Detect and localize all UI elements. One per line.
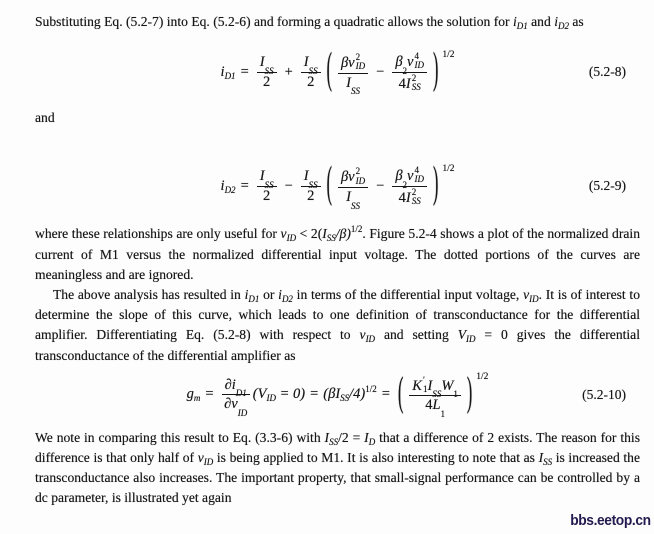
math-base: I — [346, 189, 351, 205]
math-base: β — [395, 168, 403, 185]
script-stack — [414, 52, 424, 71]
text-run: < 2( — [296, 226, 323, 242]
text-run: in terms of the differential input voltage, — [292, 287, 524, 303]
fraction — [301, 168, 321, 204]
left-paren-icon: ( — [397, 371, 404, 415]
math-inline-vid — [523, 287, 539, 305]
subscript: D2 — [281, 294, 293, 305]
math-base: I — [303, 168, 309, 185]
superscript: 4 — [414, 165, 419, 176]
math-var — [221, 64, 236, 81]
subscript: SS — [326, 233, 336, 244]
superscript: 2 — [355, 166, 361, 177]
math-var — [187, 386, 201, 403]
fraction — [257, 54, 277, 90]
math-base: I — [322, 226, 327, 242]
text-run: and — [527, 14, 555, 29]
subscript: ID — [414, 174, 424, 185]
text-run: We note in comparing this result to Eq. (3.3-6) with — [35, 429, 325, 445]
denominator: I SS — [346, 189, 360, 211]
denominator: 2 — [263, 187, 271, 204]
numerator: I SS — [257, 54, 277, 73]
subscript: ID — [365, 334, 376, 345]
subscript: ID — [266, 393, 276, 404]
math-inline-vid — [359, 327, 376, 345]
math-base: I — [346, 74, 351, 91]
denominator — [399, 187, 421, 207]
paragraph-comparison — [35, 428, 640, 509]
script-stack — [412, 74, 421, 93]
text-run: . It is of interest to determine the slope of this curve, which leads to one definition of transconductance for the differential amplifier. Differentiating Eq. (5.2-8) with respect to — [35, 287, 640, 343]
subscript: ID — [355, 175, 366, 186]
fraction — [301, 54, 321, 90]
math-base: βv — [340, 55, 355, 72]
math-base: I — [259, 54, 265, 71]
text-run: . Figure 5.2-4 shows a plot of the normalized drain current of M1 versus the normalized differential input voltage. The dotted portions of the curves are meaningless and are ignored. — [35, 226, 640, 282]
text-run: as — [568, 14, 584, 29]
denominator: I SS — [346, 74, 360, 97]
superscript: 2 — [411, 186, 417, 197]
superscript: 4 — [414, 50, 419, 61]
subscript: ID — [203, 457, 214, 468]
subscript: D2 — [224, 185, 236, 196]
equation-5-2-9 — [35, 160, 640, 212]
math-inline: /β) — [335, 226, 351, 242]
subscript: SS — [340, 393, 350, 404]
math-base: v — [523, 287, 530, 303]
subscript: ID — [466, 334, 476, 345]
text-run: Substituting Eq. (5.2-7) into Eq. (5.2-6) and forming a quadratic allows the solution for — [35, 14, 513, 29]
math-base: /4) — [349, 386, 366, 403]
subscript: 1 — [422, 383, 428, 394]
math-base: v — [359, 327, 366, 343]
script-stack — [414, 166, 424, 185]
math-inline-iss — [322, 226, 336, 244]
subscript: ID — [529, 294, 539, 305]
left-paren-icon: ( — [326, 161, 332, 208]
numerator: K ′ 1 I SS W 1 — [409, 376, 461, 397]
subscript: D — [368, 436, 376, 447]
equation-body — [186, 371, 489, 420]
numerator: I SS — [301, 168, 321, 187]
text-run: is being applied to M1. It is also interesting to note that as — [213, 450, 539, 466]
denominator — [399, 73, 421, 93]
math-inline-id2 — [554, 14, 569, 29]
equation-number: (5.2-10) — [582, 386, 626, 402]
math-base: i — [512, 14, 517, 29]
equation-number: (5.2-9) — [588, 178, 626, 194]
exponent: 1/2 — [476, 372, 489, 383]
math-base: v — [280, 226, 287, 242]
math-inline-id2 — [278, 287, 293, 305]
math-inline-vid — [280, 226, 297, 244]
subscript: D2 — [557, 21, 569, 31]
numerator: β 2 v 4 ID — [392, 52, 427, 73]
equals-sign: = — [381, 386, 390, 403]
minus-sign: − — [376, 178, 385, 195]
math-base: i — [278, 287, 282, 303]
equals-sign: = — [310, 386, 319, 403]
text-run: and — [35, 110, 55, 126]
exponent: 1/2 — [442, 163, 455, 174]
math-base: = 0) — [275, 386, 306, 403]
exponent: 1/2 — [442, 49, 455, 60]
math-inline-vid-cap — [457, 327, 476, 345]
math-base: I — [303, 54, 309, 71]
math-base: v — [407, 168, 414, 185]
text-run: or — [259, 287, 279, 303]
math-base: (βI — [323, 386, 341, 403]
math-base: I — [427, 377, 433, 394]
math-inline-vid — [197, 450, 214, 468]
exponent: 1/2 — [365, 384, 377, 395]
right-paren-icon: ) — [432, 46, 439, 94]
subscript: D1 — [516, 21, 528, 31]
subscript: SS — [543, 457, 553, 468]
equation-5-2-8 — [35, 48, 640, 96]
equals-sign: = — [205, 386, 214, 403]
subscript: D1 — [248, 294, 260, 305]
math-base: V — [457, 327, 466, 343]
denominator: 2 — [307, 73, 315, 90]
fraction — [338, 166, 368, 211]
fraction — [409, 374, 461, 420]
watermark-bbs-eetop: bbs.eetop.cn — [570, 512, 651, 529]
math-base: βv — [340, 169, 355, 186]
fraction — [338, 51, 368, 97]
connector-and — [35, 108, 640, 128]
fraction — [392, 52, 427, 93]
text-run: = 0 gives the differential transconductance of the differential amplifier as — [35, 327, 640, 363]
math-inline-iss — [538, 450, 553, 468]
plus-sign: + — [284, 63, 293, 80]
math-base: i — [220, 178, 225, 195]
subscript: ID — [355, 61, 366, 72]
exponent: 1/2 — [350, 224, 363, 235]
superscript: 2 — [355, 51, 361, 62]
math-base: i — [554, 14, 558, 29]
math-base: I — [405, 75, 411, 92]
math-base: i — [220, 63, 225, 80]
math-base: ∂v — [224, 396, 238, 413]
denominator: 4 L 1 — [425, 397, 446, 420]
script-stack — [412, 188, 421, 207]
condition — [253, 386, 305, 403]
equation-body — [220, 46, 455, 97]
math-base: K — [412, 377, 422, 394]
equals-sign: = — [240, 63, 249, 80]
prime-mark: ′ — [422, 374, 425, 385]
paragraph-usefulness — [35, 224, 640, 285]
math-base: g — [186, 386, 194, 403]
left-paren-icon: ( — [326, 46, 332, 94]
text-run: is increased the transconductance also increases. The important property, that small-signal performance can be controlled by a dc parameter, is illustrated yet again — [35, 450, 640, 506]
equation-number: (5.2-8) — [588, 64, 626, 80]
math-base: I — [405, 190, 411, 207]
denominator: 2 — [307, 187, 315, 204]
math-base: β — [395, 54, 403, 71]
math-inline-id1 — [244, 287, 260, 305]
math-number: 4 — [398, 75, 406, 92]
script-stack — [356, 167, 366, 186]
math-base: (V — [252, 386, 267, 403]
numerator: β 2 v 4 ID — [392, 166, 427, 187]
equation-5-2-10 — [35, 372, 640, 418]
math-base: I — [259, 168, 265, 185]
math-base: I — [324, 429, 330, 445]
math-base: v — [197, 450, 204, 466]
math-term — [323, 386, 377, 403]
subscript: D1 — [224, 70, 236, 81]
text-run: The above analysis has resulted in — [53, 287, 245, 303]
minus-sign: − — [284, 178, 293, 195]
math-inline-id1 — [513, 14, 528, 29]
numerator: ∂i D1 — [222, 377, 250, 396]
math-base: v — [407, 54, 414, 71]
subscript: SS — [411, 82, 421, 93]
right-paren-icon: ) — [466, 371, 473, 415]
subscript: SS — [329, 436, 339, 447]
paragraph-intro — [35, 12, 640, 32]
right-paren-icon: ) — [432, 161, 439, 208]
denominator: 2 — [263, 73, 271, 90]
math-number: 4 — [398, 190, 406, 207]
fraction — [257, 168, 277, 204]
math-base: ∂i — [224, 376, 236, 393]
fraction — [222, 376, 250, 418]
superscript: 2 — [411, 72, 417, 83]
equals-sign: = — [240, 178, 249, 195]
denominator: ∂v ID — [224, 396, 248, 418]
text-run: where these relationships are only useful for — [35, 226, 281, 242]
subscript: m — [193, 393, 201, 404]
numerator: I SS — [301, 54, 321, 73]
equation-body — [220, 161, 455, 211]
script-stack — [356, 53, 366, 72]
paragraph-analysis — [35, 285, 640, 366]
numerator: I SS — [257, 168, 277, 187]
minus-sign: − — [376, 63, 385, 80]
math-base: i — [244, 287, 249, 303]
fraction — [392, 166, 427, 207]
math-inline-id — [364, 430, 375, 445]
math-base: I — [364, 429, 369, 445]
text-run: /2 = — [338, 429, 365, 445]
math-number: 4 — [425, 397, 433, 414]
subscript: SS — [411, 196, 421, 207]
subscript: ID — [286, 233, 297, 244]
subscript: ID — [414, 60, 424, 71]
numerator — [338, 53, 368, 74]
math-base: I — [538, 450, 544, 466]
math-base: L — [432, 397, 441, 414]
numerator — [338, 167, 368, 188]
math-base: W — [441, 377, 454, 394]
math-var — [221, 178, 236, 195]
text-run: that a difference of 2 exists. The reason for this difference is that only half of — [35, 429, 640, 466]
math-inline-iss — [325, 430, 339, 445]
text-run: and setting — [375, 327, 458, 343]
